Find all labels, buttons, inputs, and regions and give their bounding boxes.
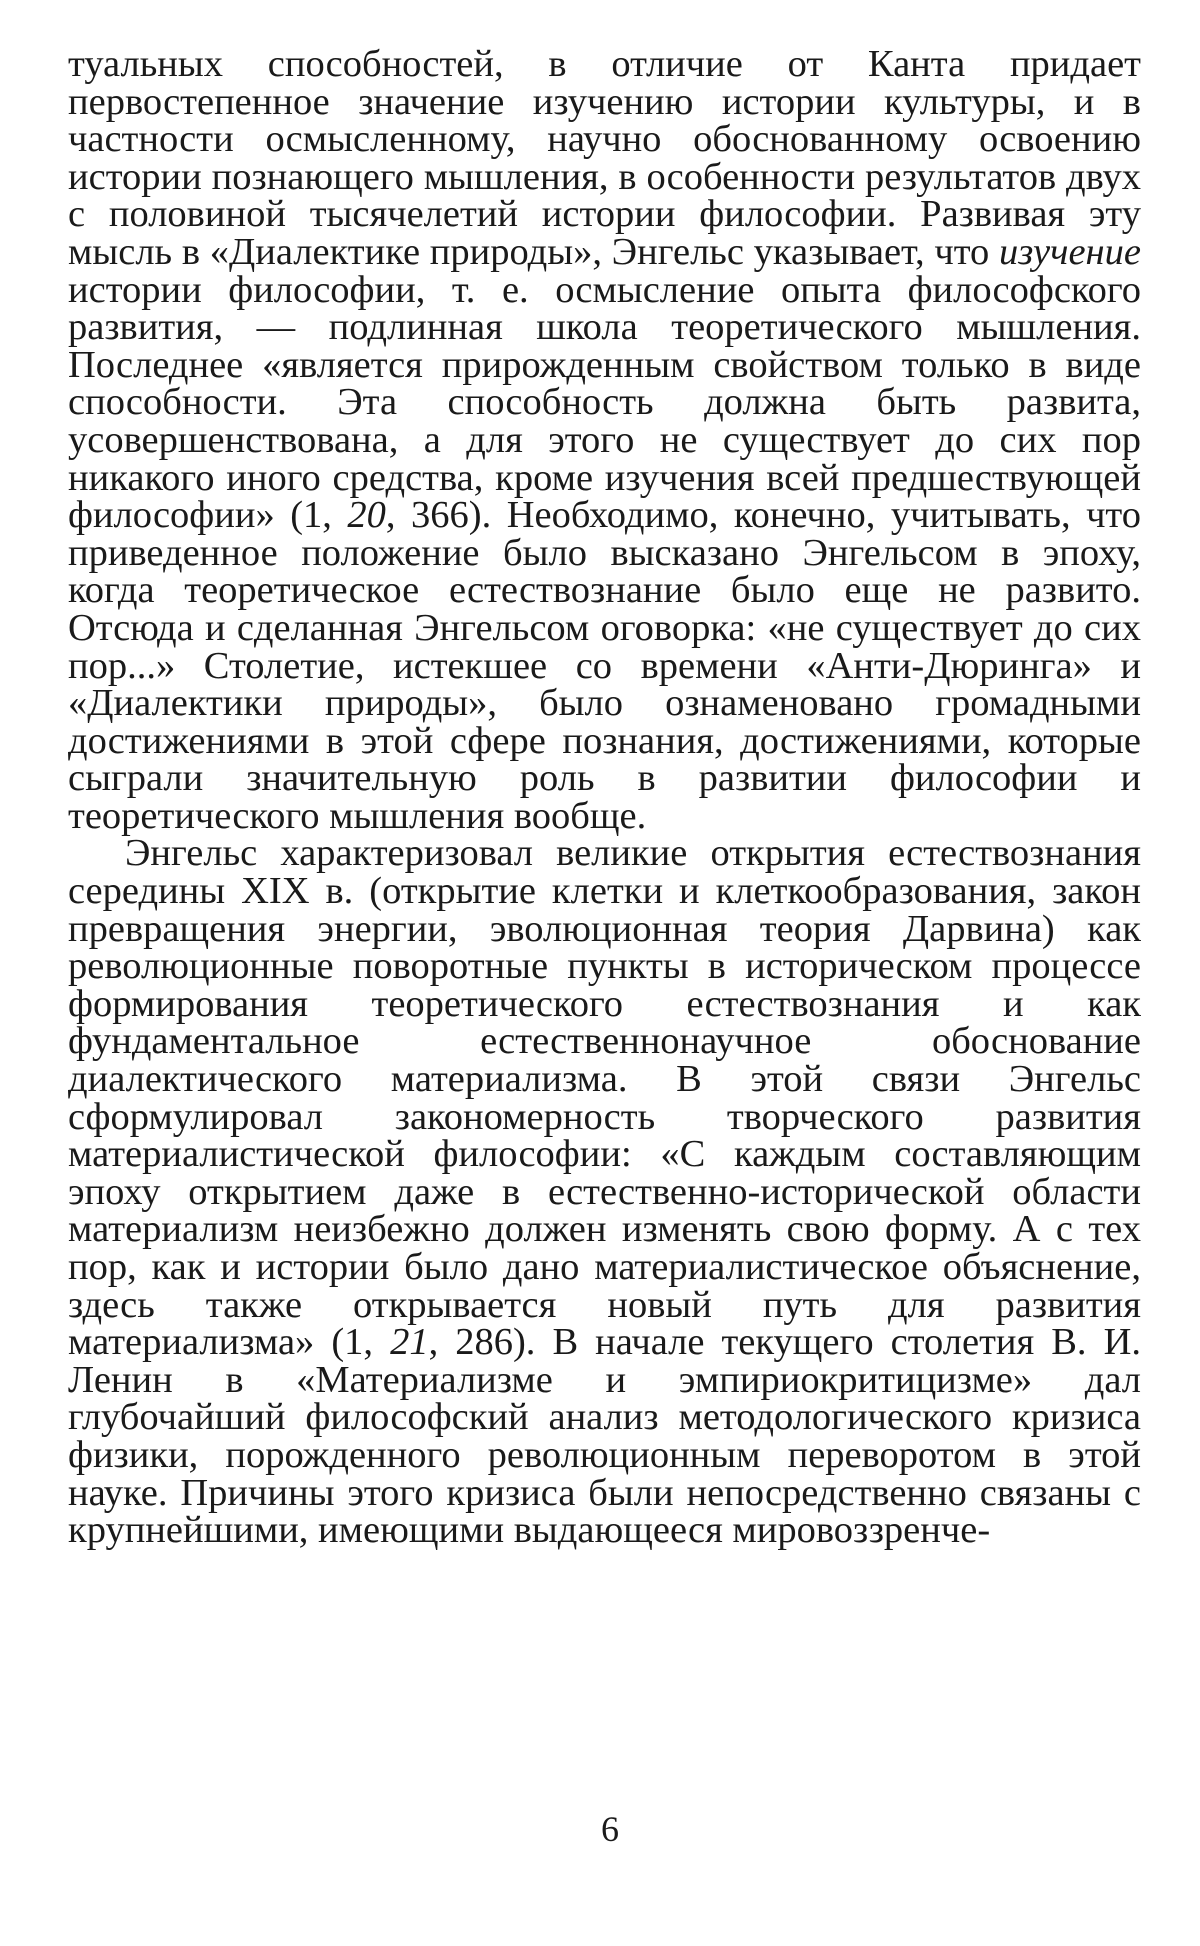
page-body [68, 43, 1142, 1552]
page-number: 6 [601, 1809, 619, 1849]
paragraph-2 [68, 832, 1142, 1552]
italic-text-span: 21 [390, 1321, 429, 1364]
italic-text-span: 20 [347, 494, 386, 537]
text-span: , 286). В начале текущего столетия В. И. Ленин в «Материализме и эмпириокритицизме» дал глубочайший философский анализ методологического кризиса физики, порожденного революционным переворотом в этой науке. Причины этого кризиса были непосредственно связаны с крупнейшими, имеющими выдающееся мировоззренче- [68, 1321, 1142, 1552]
paragraph-1 [68, 43, 1141, 837]
text-span: истории философии, т. е. осмысление опыта философского развития, — подлинная школа теоретического мышления. Последнее «является прирожденным свойством только в виде способности. Эта способность должна быть развита, усовершенствована, а для этого не существует до сих пор никакого иного средства, кроме изучения всей предшествующей философии» (1, [68, 268, 1141, 537]
italic-text-span: изучение [999, 230, 1141, 273]
text-span: , 366). Необходимо, конечно, учитывать, что приведенное положение было высказано Энгельсом в эпоху, когда теоретическое естествознание было еще не развито. Отсюда и сделанная Энгельсом оговорка: «не существует до сих пор...» Столетие, истекшее со времени «Анти-Дюринга» и «Диалектики природы», было ознаменовано громадными достижениями в этой сфере познания, достижениями, которые сыграли значительную роль в развитии философии и теоретического мышления вообще. [68, 494, 1141, 837]
text-span: туальных способностей, в отличие от Канта придает первостепенное значение изучению истории культуры, и в частности осмысленному, научно обоснованному освоению истории познающего мышления, в особенности результатов двух с половиной тысячелетий истории философии. Развивая эту мысль в «Диалектике природы», Энгельс указывает, что [68, 43, 1141, 273]
text-span: Энгельс характеризовал великие открытия естествознания середины XIX в. (открытие клетки и клеткообразования, закон превращения энергии, эволюционная теория Дарвина) как революционные поворотные пункты в историческом процессе формирования теоретического естествознания и как фундаментальное естественнонаучное обоснование диалектического материализма. В этой связи Энгельс сформулировал закономерность творческого развития материалистической философии: «С каждым составляющим эпоху открытием даже в естественно-исторической области материализм неизбежно должен изменять свою форму. А с тех пор, как и истории было дано материалистическое объяснение, здесь также открывается новый путь для развития материализма» (1, [68, 832, 1141, 1364]
